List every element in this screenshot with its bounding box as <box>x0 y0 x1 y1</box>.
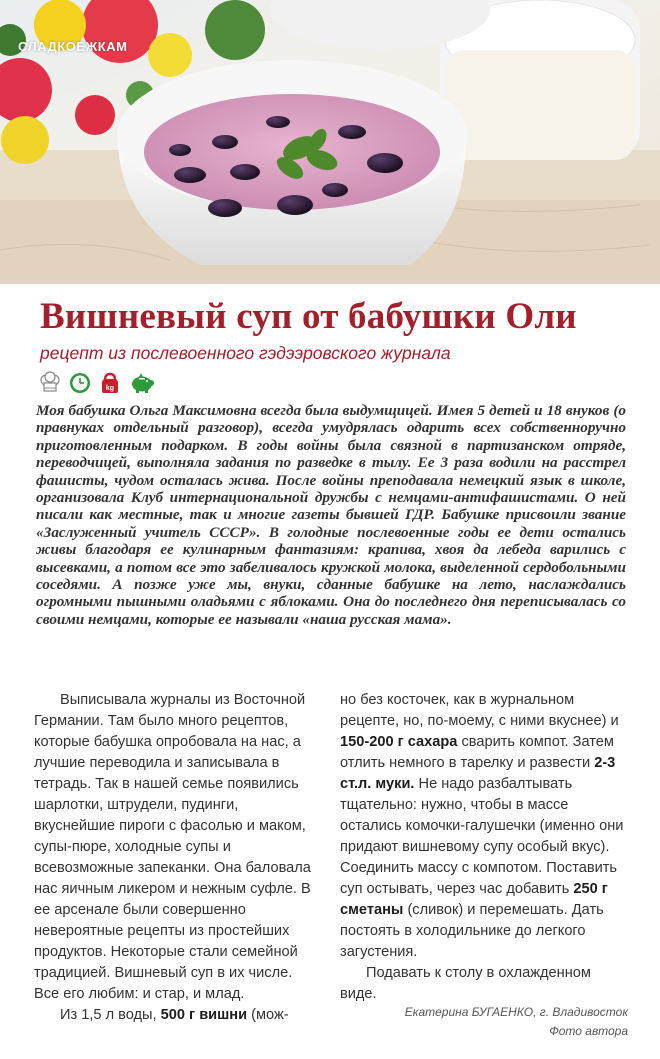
recipe-icons <box>38 370 156 396</box>
author: Екатерина БУГАЕНКО, г. Владивосток <box>404 1005 628 1019</box>
piggy-bank-icon <box>128 371 156 395</box>
intro-paragraph: Моя бабушка Ольга Максимовна всегда была выдумщицей. Имея 5 детей и 18 внуков (о правнуках отдельный разговор), всегда умудрялась одарить всех собственноручно приготовленным подарком. В годы войны была связной в партизанском отряде, переводчицей, выполняла задания по разведке в тылу. Ее 3 раза водили на расстрел фашисты, чудом осталась жива. После войны преподавала немецкий язык в школе, организовала Клуб интернациональной дружбы с немцами-антифашистами. О ней писали как местные, так и многие газеты бывшей ГДР. Бабушке присвоили звание «Заслуженный учитель СССР». В голодные послевоенные годы ее дети остались живы благодаря ее кулинарным фантазиям: крапива, хвоя да лебеда варились с высевками, а потом все это забеливалось кружкой молока, выделенной сердобольными соседями. А позже уже мы, внуки, сданные бабушке на лето, наслаждались огромными пышными оладьями с яблоками. Она до последнего дня переписывалась со своими немцами, которые ее называли «наша русская мама». <box>36 402 626 628</box>
ingredient-cherries: 500 г вишни <box>160 1007 248 1023</box>
ingredient-flour: 2-3 ст.л. муки. <box>340 755 616 792</box>
photo-credit: Фото автора <box>549 1024 628 1038</box>
right-paragraph-1: но без косточек, как в журнальном рецепте, но, по-моему, с ними вкуснее) и 150-200 г сахара сварить компот. Затем отлить немного в тарелку и развести 2-3 ст.л. муки. Не надо разбалтывать тщательно: нужно, чтобы в массе остались комочки-галушечки (именно они придают вишневому супу особый вкус). Соединить массу с компотом. Поставить суп остывать, через час добавить 250 г сметаны (сливок) и перемешать. Дать постоять в холодильнике до легкого загустения. <box>340 692 624 960</box>
right-paragraph-2: Подавать к столу в охлажденном виде. <box>340 965 591 1002</box>
left-paragraph-1: Выписывала журналы из Восточной Германии. Там было много рецептов, которые бабушка опробовала на нас, а лучшие переводила и записывала в тетрадь. Так в нашей семье появились шарлотки, штрудели, пудинги, вкуснейшие пироги с фасолью и маком, супы-пюре, холодные супы и всевозможные запеканки. Она баловала нас яичным ликером и нежным суфле. В ее арсенале были совершенно невероятные рецепты из простейших продуктов. Некоторые стали семейной традицией. Вишневый суп в их числе. Все его любим: и стар, и млад. <box>34 692 311 1002</box>
right-column <box>340 690 628 1005</box>
ingredient-sour-cream: 250 г сметаны <box>340 881 608 918</box>
hero-photo <box>0 0 660 288</box>
left-column <box>34 690 319 1026</box>
left-paragraph-2: Из 1,5 л воды, 500 г вишни (мож- <box>60 1007 289 1023</box>
ingredient-sugar: 150-200 г сахара <box>340 734 458 750</box>
chef-hat-icon <box>38 371 62 395</box>
clock-icon <box>68 371 92 395</box>
section-label: СЛАДКОЕЖКАМ <box>18 39 128 54</box>
byline <box>405 1003 628 1041</box>
kettlebell-icon <box>98 371 122 395</box>
svg-text:kg: kg <box>105 385 115 392</box>
article-subtitle: рецепт из послевоенного гэдээровского журнала <box>40 343 451 363</box>
article-title: Вишневый суп от бабушки Оли <box>40 296 577 337</box>
